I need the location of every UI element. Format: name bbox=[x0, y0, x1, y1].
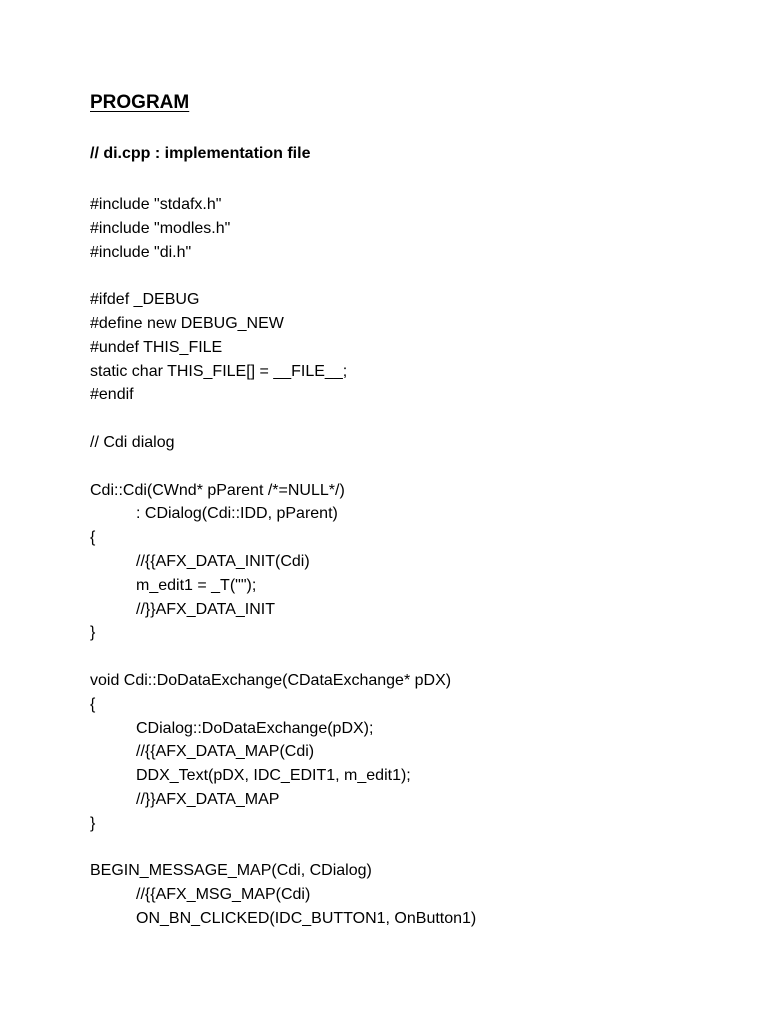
code-line: //}}AFX_DATA_MAP bbox=[136, 790, 280, 808]
blank-line bbox=[90, 407, 740, 431]
code-line: //{{AFX_DATA_INIT(Cdi) bbox=[136, 552, 310, 570]
blank-line bbox=[90, 645, 740, 669]
file-comment: // di.cpp : implementation file bbox=[90, 145, 311, 162]
code-line: BEGIN_MESSAGE_MAP(Cdi, CDialog) bbox=[90, 862, 372, 880]
document-heading: PROGRAM bbox=[90, 92, 190, 113]
code-line: #endif bbox=[90, 386, 134, 404]
code-line: //{{AFX_DATA_MAP(Cdi) bbox=[136, 743, 315, 761]
code-line: #undef THIS_FILE bbox=[90, 338, 223, 356]
code-line: // Cdi dialog bbox=[90, 433, 175, 451]
code-line: DDX_Text(pDX, IDC_EDIT1, m_edit1); bbox=[136, 767, 411, 785]
code-line: void Cdi::DoDataExchange(CDataExchange* pDX) bbox=[90, 671, 452, 689]
code-line: static char THIS_FILE[] = __FILE__; bbox=[90, 362, 348, 380]
blank-line bbox=[90, 836, 740, 860]
code-line: ON_BN_CLICKED(IDC_BUTTON1, OnButton1) bbox=[136, 909, 477, 927]
code-block bbox=[90, 193, 740, 931]
blank-line bbox=[90, 455, 740, 479]
code-line: } bbox=[90, 814, 96, 832]
code-line: } bbox=[90, 624, 96, 642]
code-line: { bbox=[90, 529, 96, 547]
code-line: : CDialog(Cdi::IDD, pParent) bbox=[136, 505, 338, 523]
code-line: #include "stdafx.h" bbox=[90, 196, 222, 213]
code-line: //}}AFX_DATA_INIT bbox=[136, 600, 276, 618]
code-line: m_edit1 = _T(""); bbox=[136, 576, 257, 594]
code-line: Cdi::Cdi(CWnd* pParent /*=NULL*/) bbox=[90, 481, 345, 499]
code-line: #ifdef _DEBUG bbox=[90, 291, 200, 309]
code-line: #include "di.h" bbox=[90, 243, 192, 261]
code-line: #define new DEBUG_NEW bbox=[90, 314, 284, 332]
code-line: { bbox=[90, 695, 96, 713]
blank-line bbox=[90, 264, 740, 288]
code-line: #include "modles.h" bbox=[90, 219, 231, 237]
code-line: //{{AFX_MSG_MAP(Cdi) bbox=[136, 886, 311, 904]
code-line: CDialog::DoDataExchange(pDX); bbox=[136, 719, 374, 737]
